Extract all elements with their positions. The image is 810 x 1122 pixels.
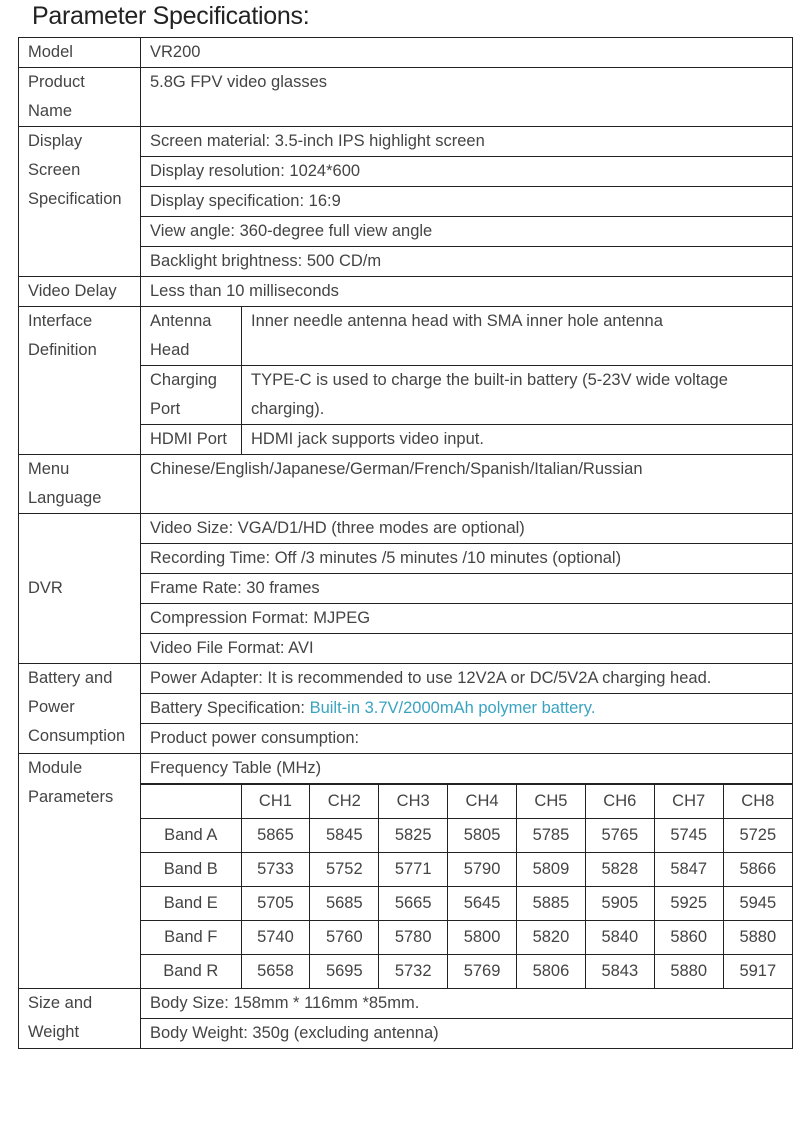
row-value: Chinese/English/Japanese/German/French/Spanish/Italian/Russian (141, 455, 793, 514)
band-row (141, 955, 792, 989)
interface-value: Inner needle antenna head with SMA inner hole antenna (242, 307, 793, 366)
frequency-cell: 5860 (654, 921, 723, 955)
row-menu-language (19, 455, 793, 514)
frequency-cell: 5843 (585, 955, 654, 989)
frequency-cell: 5725 (723, 819, 792, 853)
frequency-cell: 5752 (310, 853, 379, 887)
frequency-cell: 5658 (241, 955, 310, 989)
freq-title: Frequency Table (MHz) (141, 754, 792, 784)
frequency-cell: 5805 (448, 819, 517, 853)
band-row (141, 921, 792, 955)
row-value: 5.8G FPV video glasses (141, 68, 793, 127)
frequency-cell: 5866 (723, 853, 792, 887)
row-dvr (19, 514, 793, 664)
frequency-cell: 5645 (448, 887, 517, 921)
dvr-item: Video File Format: AVI (150, 639, 314, 657)
frequency-cell: 5880 (723, 921, 792, 955)
band-row (141, 853, 792, 887)
channel-header: CH1 (241, 785, 310, 819)
row-label: DVR (19, 514, 141, 664)
interface-name: HDMI Port (141, 425, 242, 455)
power-consumption: Product power consumption: (150, 729, 360, 747)
frequency-cell: 5806 (517, 955, 586, 989)
band-name: Band F (141, 921, 241, 955)
interface-value: HDMI jack supports video input. (251, 430, 484, 448)
frequency-cell: 5800 (448, 921, 517, 955)
frequency-cell: 5945 (723, 887, 792, 921)
row-video-delay (19, 277, 793, 307)
frequency-cell: 5665 (379, 887, 448, 921)
row-label: Interface Definition (19, 307, 141, 455)
display-item: Display specification: 16:9 (141, 187, 792, 217)
band-name: Band A (141, 819, 241, 853)
frequency-cell: 5885 (517, 887, 586, 921)
row-value: VR200 (141, 38, 793, 68)
frequency-cell: 5740 (241, 921, 310, 955)
row-label: Module Parameters (19, 754, 141, 989)
row-label: Size and Weight (19, 989, 141, 1049)
frequency-cell: 5845 (310, 819, 379, 853)
dvr-item: Recording Time: Off /3 minutes /5 minutes /10 minutes (optional) (141, 544, 792, 574)
channel-header: CH6 (585, 785, 654, 819)
display-item: View angle: 360-degree full view angle (141, 217, 792, 247)
frequency-cell: 5760 (310, 921, 379, 955)
frequency-cell: 5880 (654, 955, 723, 989)
frequency-cell: 5685 (310, 887, 379, 921)
row-product-name (19, 68, 793, 127)
freq-header-row (141, 785, 792, 819)
row-label: Product Name (19, 68, 141, 127)
frequency-cell: 5917 (723, 955, 792, 989)
channel-header: CH5 (517, 785, 586, 819)
row-label: Video Delay (19, 277, 141, 307)
row-size-weight (19, 989, 793, 1049)
row-model (19, 38, 793, 68)
battery-spec-value: Built-in 3.7V/2000mAh polymer battery. (309, 699, 596, 717)
row-label: Menu Language (19, 455, 141, 514)
interface-name: Charging Port (141, 366, 242, 425)
channel-header: CH3 (379, 785, 448, 819)
frequency-cell: 5780 (379, 921, 448, 955)
dvr-item: Video Size: VGA/D1/HD (three modes are optional) (141, 514, 792, 544)
frequency-cell: 5771 (379, 853, 448, 887)
power-adapter: Power Adapter: It is recommended to use 12V2A or DC/5V2A charging head. (141, 664, 792, 694)
frequency-cell: 5745 (654, 819, 723, 853)
interface-value: TYPE-C is used to charge the built-in battery (5-23V wide voltage charging). (242, 366, 793, 425)
row-label: Display Screen Specification (19, 127, 141, 277)
frequency-cell: 5790 (448, 853, 517, 887)
band-name: Band B (141, 853, 241, 887)
dvr-item: Compression Format: MJPEG (141, 604, 792, 634)
channel-header: CH8 (723, 785, 792, 819)
frequency-cell: 5785 (517, 819, 586, 853)
row-label: Battery and Power Consumption (19, 664, 141, 754)
frequency-cell: 5733 (241, 853, 310, 887)
frequency-cell: 5695 (310, 955, 379, 989)
spec-table (18, 37, 793, 1049)
frequency-cell: 5865 (241, 819, 310, 853)
row-display (19, 127, 793, 277)
frequency-cell: 5820 (517, 921, 586, 955)
size-item: Body Weight: 350g (excluding antenna) (150, 1024, 439, 1042)
band-name: Band E (141, 887, 241, 921)
display-item: Backlight brightness: 500 CD/m (150, 252, 382, 270)
frequency-cell: 5705 (241, 887, 310, 921)
frequency-cell: 5769 (448, 955, 517, 989)
row-value: Less than 10 milliseconds (141, 277, 793, 307)
channel-header: CH7 (654, 785, 723, 819)
frequency-cell: 5765 (585, 819, 654, 853)
row-module (19, 754, 793, 989)
frequency-cell: 5847 (654, 853, 723, 887)
band-row (141, 819, 792, 853)
channel-header: CH2 (310, 785, 379, 819)
channel-header: CH4 (448, 785, 517, 819)
frequency-cell: 5925 (654, 887, 723, 921)
band-name: Band R (141, 955, 241, 989)
row-battery (19, 664, 793, 754)
battery-spec (141, 694, 792, 724)
frequency-table (141, 784, 792, 988)
frequency-cell: 5840 (585, 921, 654, 955)
page-title: Parameter Specifications: (32, 2, 310, 30)
frequency-cell: 5905 (585, 887, 654, 921)
display-item: Display resolution: 1024*600 (141, 157, 792, 187)
band-row (141, 887, 792, 921)
frequency-cell: 5828 (585, 853, 654, 887)
dvr-item: Frame Rate: 30 frames (141, 574, 792, 604)
frequency-cell: 5809 (517, 853, 586, 887)
row-label: Model (19, 38, 141, 68)
battery-spec-label: Battery Specification: (150, 699, 310, 717)
row-interface (19, 307, 793, 455)
frequency-cell: 5825 (379, 819, 448, 853)
frequency-cell: 5732 (379, 955, 448, 989)
size-item: Body Size: 158mm * 116mm *85mm. (141, 989, 792, 1019)
display-item: Screen material: 3.5-inch IPS highlight screen (141, 127, 792, 157)
interface-name: Antenna Head (141, 307, 242, 366)
